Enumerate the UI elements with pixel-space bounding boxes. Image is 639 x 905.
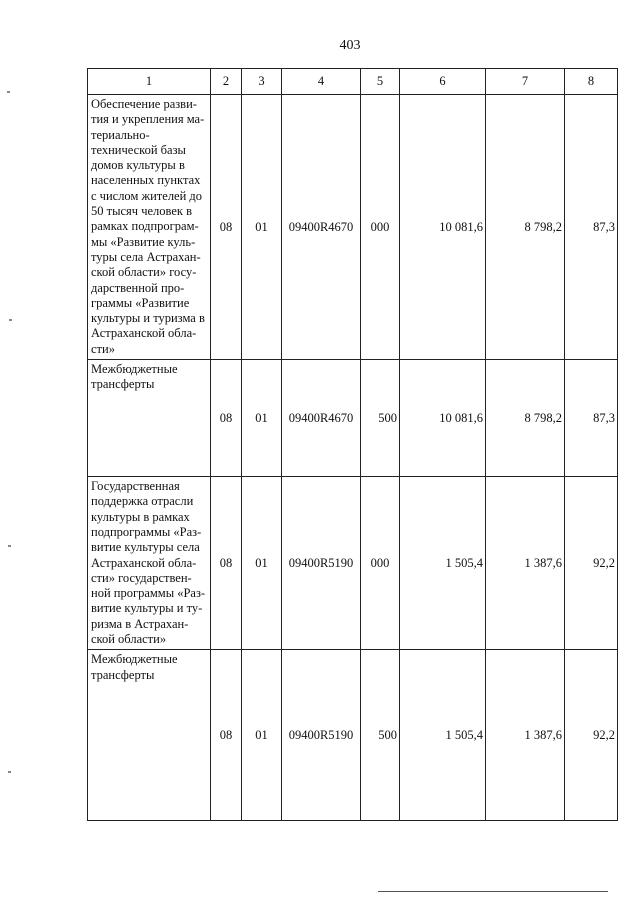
execution-percent: 87,3 — [565, 95, 618, 360]
table-row — [88, 95, 618, 360]
table-row — [88, 650, 618, 821]
section-code: 08 — [211, 95, 242, 360]
column-header: 8 — [565, 69, 618, 95]
executed-amount: 8 798,2 — [486, 95, 565, 360]
budget-table — [87, 68, 618, 821]
footer-rule — [378, 891, 608, 892]
executed-amount: 1 387,6 — [486, 477, 565, 650]
expense-type-code: 000 — [361, 477, 400, 650]
target-article-code: 09400R5190 — [282, 477, 361, 650]
expense-type-code: 000 — [361, 95, 400, 360]
column-header: 7 — [486, 69, 565, 95]
row-description: Межбюджетные трансферты — [88, 360, 211, 477]
table-row — [88, 477, 618, 650]
subsection-code: 01 — [242, 95, 282, 360]
planned-amount: 10 081,6 — [400, 95, 486, 360]
execution-percent: 87,3 — [565, 360, 618, 477]
planned-amount: 1 505,4 — [400, 477, 486, 650]
subsection-code: 01 — [242, 650, 282, 821]
expense-type-code: 500 — [361, 360, 400, 477]
execution-percent: 92,2 — [565, 477, 618, 650]
column-header: 3 — [242, 69, 282, 95]
expense-type-code: 500 — [361, 650, 400, 821]
target-article-code: 09400R5190 — [282, 650, 361, 821]
scan-margin-mark — [8, 545, 11, 547]
column-header: 4 — [282, 69, 361, 95]
executed-amount: 1 387,6 — [486, 650, 565, 821]
row-description: Обеспечение разви- тия и укрепления ма- териально- технической базы домов культуры в населенных пунктах с числом жителей до 50 тысяч человек в рамках подпрограм- мы «Развитие куль- туры села Астрахан- ской области» госу- дарственной про- граммы «Развитие культуры и туризма в Астраханской обла- сти» — [88, 95, 211, 360]
scan-margin-mark — [7, 91, 10, 93]
subsection-code: 01 — [242, 477, 282, 650]
section-code: 08 — [211, 650, 242, 821]
column-header: 2 — [211, 69, 242, 95]
planned-amount: 10 081,6 — [400, 360, 486, 477]
row-description: Межбюджетные трансферты — [88, 650, 211, 821]
target-article-code: 09400R4670 — [282, 360, 361, 477]
target-article-code: 09400R4670 — [282, 95, 361, 360]
table-row — [88, 360, 618, 477]
header-row — [88, 69, 618, 95]
executed-amount: 8 798,2 — [486, 360, 565, 477]
row-description: Государственная поддержка отрасли культуры в рамках подпрограммы «Раз- витие культуры села Астраханской обла- сти» государствен- ной программы «Раз- витие культуры и ту- ризма в Астрахан- ской области» — [88, 477, 211, 650]
column-header: 5 — [361, 69, 400, 95]
section-code: 08 — [211, 477, 242, 650]
planned-amount: 1 505,4 — [400, 650, 486, 821]
scan-margin-mark — [9, 319, 12, 321]
column-header: 1 — [88, 69, 211, 95]
scan-margin-mark — [8, 771, 11, 773]
execution-percent: 92,2 — [565, 650, 618, 821]
section-code: 08 — [211, 360, 242, 477]
column-header: 6 — [400, 69, 486, 95]
subsection-code: 01 — [242, 360, 282, 477]
page-number: 403 — [339, 38, 361, 53]
